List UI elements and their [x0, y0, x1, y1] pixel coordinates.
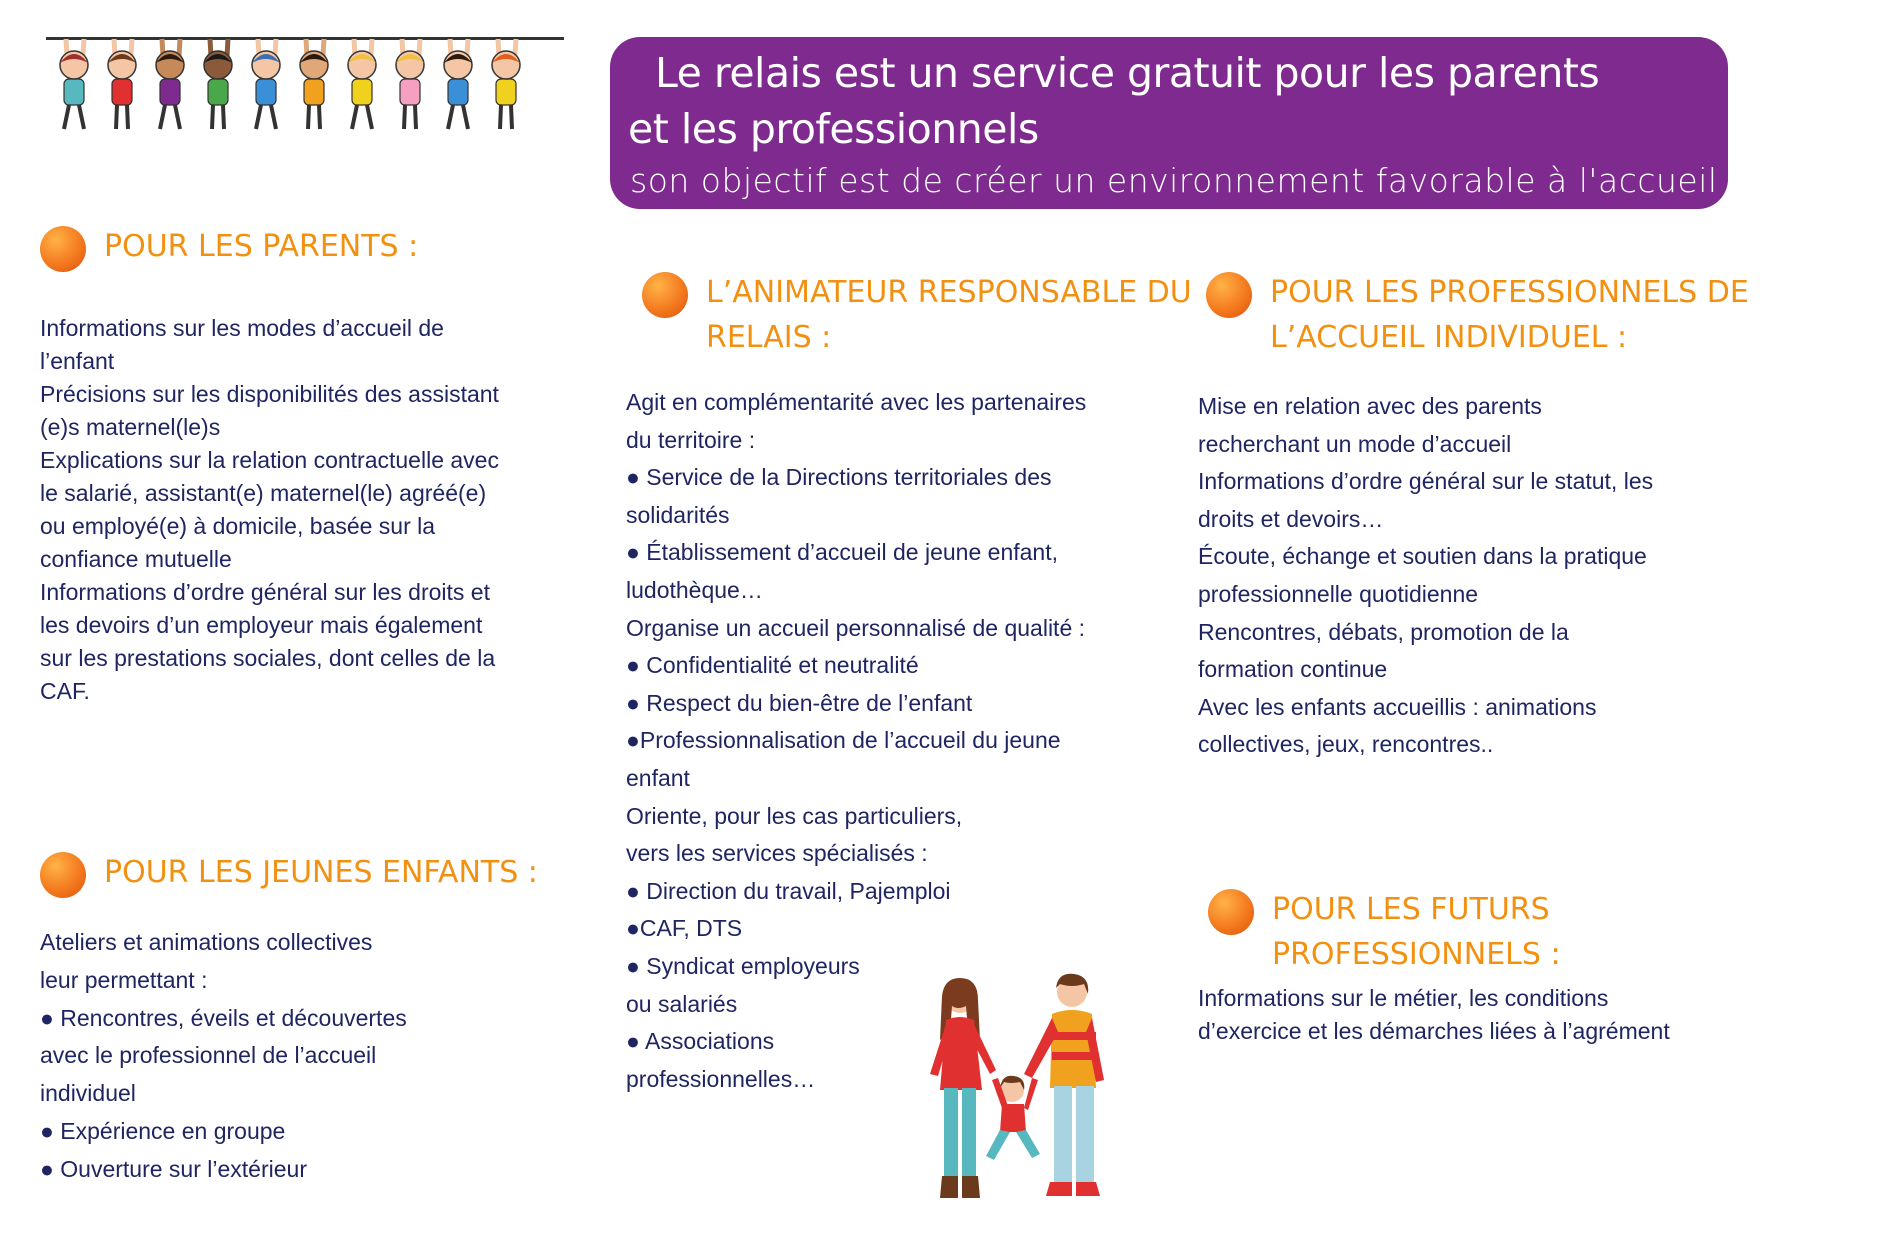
section-parents-heading — [40, 224, 418, 272]
section-animateur-title — [706, 270, 1192, 360]
text-line: ●Professionnalisation de l’accueil du jeune — [626, 727, 1061, 754]
hanging-child — [204, 39, 232, 129]
text-line: ● Confidentialité et neutralité — [626, 652, 919, 679]
text-line: ● Associations — [626, 1028, 775, 1055]
text-line: leur permettant : — [40, 966, 208, 993]
text-line: ● Direction du travail, Pajemploi — [626, 877, 951, 904]
section-parents-title: POUR LES PARENTS : — [104, 229, 419, 264]
text-line: professionnelles… — [626, 1065, 816, 1092]
text-line: ● Établissement d’accueil de jeune enfant, — [626, 539, 1058, 566]
text-line: Informations sur les modes d’accueil de — [40, 315, 444, 341]
section-professionnels-title — [1270, 270, 1749, 360]
section-futurs-title-line2: PROFESSIONNELS : — [1272, 937, 1561, 972]
text-line: ● Rencontres, éveils et découvertes — [40, 1004, 407, 1031]
text-line: ● Ouverture sur l’extérieur — [40, 1155, 307, 1182]
header-banner — [610, 37, 1894, 209]
text-line: ou salariés — [626, 990, 738, 1017]
hanging-child — [252, 39, 280, 129]
section-professionnels-title-line1: POUR LES PROFESSIONNELS DE — [1270, 275, 1749, 310]
text-line: Rencontres, débats, promotion de la — [1198, 618, 1569, 645]
text-line: les devoirs d’un employeur mais également — [40, 612, 483, 638]
text-line: ● Syndicat employeurs — [626, 952, 860, 979]
section-animateur-title-line2: RELAIS : — [706, 320, 832, 355]
text-line: (e)s maternel(le)s — [40, 414, 221, 440]
text-line: professionnelle quotidienne — [1198, 580, 1479, 607]
hanging-child — [108, 39, 136, 129]
text-line: Organise un accueil personnalisé de qualité : — [626, 614, 1086, 641]
banner-line-1: Le relais est un service gratuit pour les parents — [655, 49, 1600, 97]
text-line: Informations d’ordre général sur le statut, les — [1198, 468, 1654, 495]
section-futurs-text — [1198, 982, 1738, 1048]
text-line: enfant — [626, 764, 690, 791]
text-line: droits et devoirs… — [1198, 505, 1384, 532]
hanging-child — [60, 39, 88, 129]
text-line: sur les prestations sociales, dont celles de la — [40, 645, 496, 671]
hanging-child — [396, 39, 424, 129]
text-line: CAF. — [40, 678, 90, 704]
text-line: individuel — [40, 1080, 136, 1107]
hanging-child — [348, 39, 376, 129]
hanging-children-illustration — [46, 37, 564, 147]
text-line: Avec les enfants accueillis : animations — [1198, 693, 1597, 720]
hanging-child — [156, 39, 184, 129]
orange-bullet-icon — [1208, 889, 1254, 935]
text-line: ludothèque… — [626, 576, 763, 603]
text-line: confiance mutuelle — [40, 546, 232, 572]
family-holding-hands-illustration — [900, 970, 1140, 1210]
text-line: ● Expérience en groupe — [40, 1117, 286, 1144]
text-line: Précisions sur les disponibilités des assistant — [40, 381, 499, 407]
text-line: Écoute, échange et soutien dans la pratique — [1198, 543, 1647, 570]
text-line: recherchant un mode d’accueil — [1198, 430, 1512, 457]
text-line: formation continue — [1198, 656, 1388, 683]
hanging-child — [300, 39, 328, 129]
text-line: Informations sur le métier, les conditions — [1198, 985, 1609, 1011]
text-line: le salarié, assistant(e) maternel(le) agréé(e) — [40, 480, 487, 506]
section-jeunes-enfants-title: POUR LES JEUNES ENFANTS : — [104, 855, 538, 890]
banner-line-2: et les professionnels — [628, 105, 1039, 153]
section-jeunes-enfants-heading — [40, 850, 538, 898]
section-parents-text — [40, 312, 560, 708]
hanging-child — [492, 39, 520, 129]
text-line: l’enfant — [40, 348, 115, 374]
text-line: Informations d’ordre général sur les droits et — [40, 579, 490, 605]
text-line: du territoire : — [626, 426, 756, 453]
section-professionnels-heading — [1206, 270, 1749, 360]
text-line: ●CAF, DTS — [626, 915, 743, 942]
text-line: ● Respect du bien-être de l’enfant — [626, 689, 973, 716]
text-line: Agit en complémentarité avec les partenaires — [626, 389, 1087, 415]
banner-subtitle: son objectif est de créer un environnement favorable à l'accueil individuel — [630, 161, 1894, 200]
orange-bullet-icon — [1206, 272, 1252, 318]
text-line: d’exercice et les démarches liées à l’agrément — [1198, 1018, 1670, 1044]
text-line: Explications sur la relation contractuelle avec — [40, 447, 499, 473]
hanging-child — [444, 39, 472, 129]
orange-bullet-icon — [642, 272, 688, 318]
section-professionnels-text — [1198, 388, 1728, 764]
text-line: solidarités — [626, 501, 730, 528]
text-line: vers les services spécialisés : — [626, 840, 928, 867]
section-futurs-title-line1: POUR LES FUTURS — [1272, 892, 1550, 927]
text-line: collectives, jeux, rencontres.. — [1198, 731, 1494, 758]
text-line: avec le professionnel de l’accueil — [40, 1042, 377, 1069]
section-futurs-heading — [1208, 887, 1561, 977]
section-jeunes-enfants-text — [40, 924, 520, 1189]
section-futurs-title — [1272, 887, 1561, 977]
text-line: Oriente, pour les cas particuliers, — [626, 802, 963, 829]
orange-bullet-icon — [40, 226, 86, 272]
orange-bullet-icon — [40, 852, 86, 898]
text-line: ● Service de la Directions territoriales des — [626, 464, 1052, 491]
section-professionnels-title-line2: L’ACCUEIL INDIVIDUEL : — [1270, 320, 1628, 355]
text-line: Ateliers et animations collectives — [40, 929, 373, 955]
text-line: ou employé(e) à domicile, basée sur la — [40, 513, 436, 539]
section-animateur-heading — [642, 270, 1192, 360]
section-animateur-title-line1: L’ANIMATEUR RESPONSABLE DU — [706, 275, 1192, 310]
text-line: Mise en relation avec des parents — [1198, 393, 1542, 419]
